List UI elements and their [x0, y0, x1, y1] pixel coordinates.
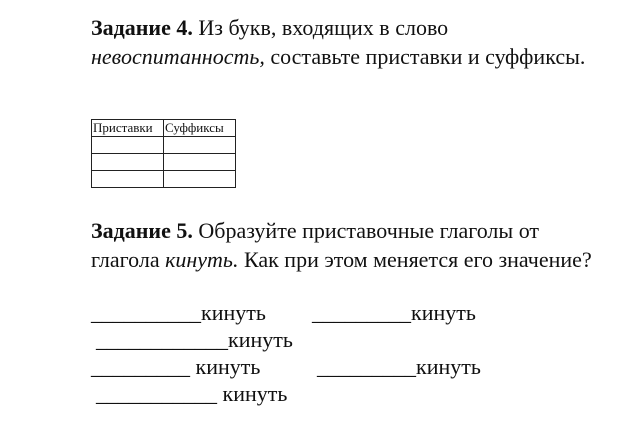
table-cell[interactable]: [92, 137, 164, 154]
header-suffixes: Суффиксы: [164, 120, 236, 137]
blank-line-4[interactable]: ___________ кинуть: [96, 381, 288, 406]
table-cell[interactable]: [164, 137, 236, 154]
table-header-row: [92, 120, 236, 137]
blank-line-3-right[interactable]: _________кинуть: [317, 354, 481, 379]
table-row: [92, 137, 236, 154]
task-4-word: невоспитанность,: [91, 43, 265, 69]
task-4-title: Задание 4.: [91, 15, 193, 40]
table-cell[interactable]: [92, 154, 164, 171]
table-cell[interactable]: [164, 171, 236, 188]
table-row: [92, 171, 236, 188]
task-5-word: кинуть.: [165, 246, 239, 272]
table-cell[interactable]: [164, 154, 236, 171]
affix-table: [91, 119, 236, 188]
header-prefixes: Приставки: [92, 120, 164, 137]
blank-line-3-left[interactable]: _________ кинуть: [91, 354, 261, 379]
task-4-text-after: составьте приставки и суффиксы.: [264, 43, 586, 69]
blank-line-2[interactable]: ____________кинуть: [96, 327, 293, 352]
task-5-text-before: Образуйте приставочные глаголы от глагола: [91, 218, 540, 272]
task-4-paragraph: [91, 14, 591, 71]
blank-line-1-left[interactable]: __________кинуть: [91, 300, 266, 325]
task-5-paragraph: [91, 217, 611, 274]
table-row: [92, 154, 236, 171]
task-5-title: Задание 5.: [91, 218, 193, 243]
task-5-text-after: Как при этом меняется его значение?: [238, 246, 592, 272]
task-4-text-before: Из букв, входящих в слово: [192, 15, 449, 40]
blank-line-1-right[interactable]: _________кинуть: [312, 300, 476, 325]
table-cell[interactable]: [92, 171, 164, 188]
